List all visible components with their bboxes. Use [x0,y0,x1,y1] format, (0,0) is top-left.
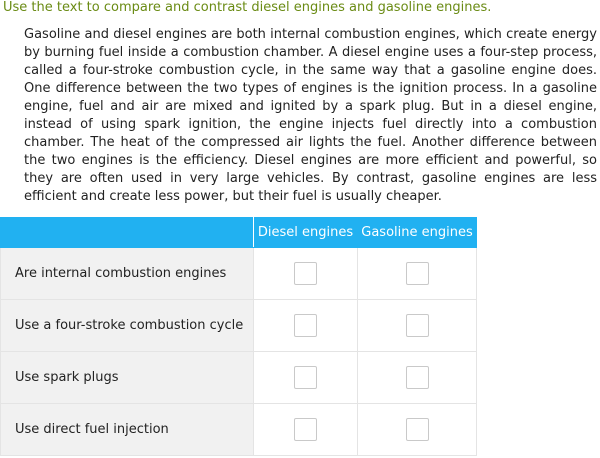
row-label: Use spark plugs [1,352,254,404]
gasoline-cell [358,300,477,352]
diesel-internal-combustion-checkbox[interactable] [294,262,317,285]
column-header-gasoline: Gasoline engines [358,218,477,248]
diesel-cell [254,404,358,456]
table-corner-cell [1,218,254,248]
table-header-row [1,218,477,248]
row-label: Use direct fuel injection [1,404,254,456]
compare-table [0,217,477,456]
diesel-cell [254,300,358,352]
gasoline-direct-injection-checkbox[interactable] [406,418,429,441]
diesel-cell [254,248,358,300]
gasoline-internal-combustion-checkbox[interactable] [406,262,429,285]
diesel-direct-injection-checkbox[interactable] [294,418,317,441]
gasoline-spark-plugs-checkbox[interactable] [406,366,429,389]
gasoline-cell [358,352,477,404]
gasoline-cell [358,404,477,456]
instruction-text: Use the text to compare and contrast diesel engines and gasoline engines. [3,0,492,15]
reading-passage: Gasoline and diesel engines are both internal combustion engines, which create energy by burning fuel inside a combustion chamber. A diesel engine uses a four-step process, called a four-stroke combustion cycle, in the same way that a gasoline engine does. One difference between the two types of engines is the ignition process. In a gasoline engine, fuel and air are mixed and ignited by a spark plug. But in a diesel engine, instead of using spark ignition, the engine injects fuel directly into a combustion chamber. The heat of the compressed air lights the fuel. Another difference between the two engines is the efficiency. Diesel engines are more efficient and powerful, so they are often used in very large vehicles. By contrast, gasoline engines are less efficient and create less power, but their fuel is usually cheaper. [24,27,597,204]
row-label: Are internal combustion engines [1,248,254,300]
diesel-spark-plugs-checkbox[interactable] [294,366,317,389]
gasoline-cell [358,248,477,300]
table-row [1,352,477,404]
gasoline-four-stroke-checkbox[interactable] [406,314,429,337]
column-header-diesel: Diesel engines [254,218,358,248]
row-label: Use a four-stroke combustion cycle [1,300,254,352]
diesel-cell [254,352,358,404]
table-row [1,248,477,300]
table-row [1,404,477,456]
diesel-four-stroke-checkbox[interactable] [294,314,317,337]
table-row [1,300,477,352]
